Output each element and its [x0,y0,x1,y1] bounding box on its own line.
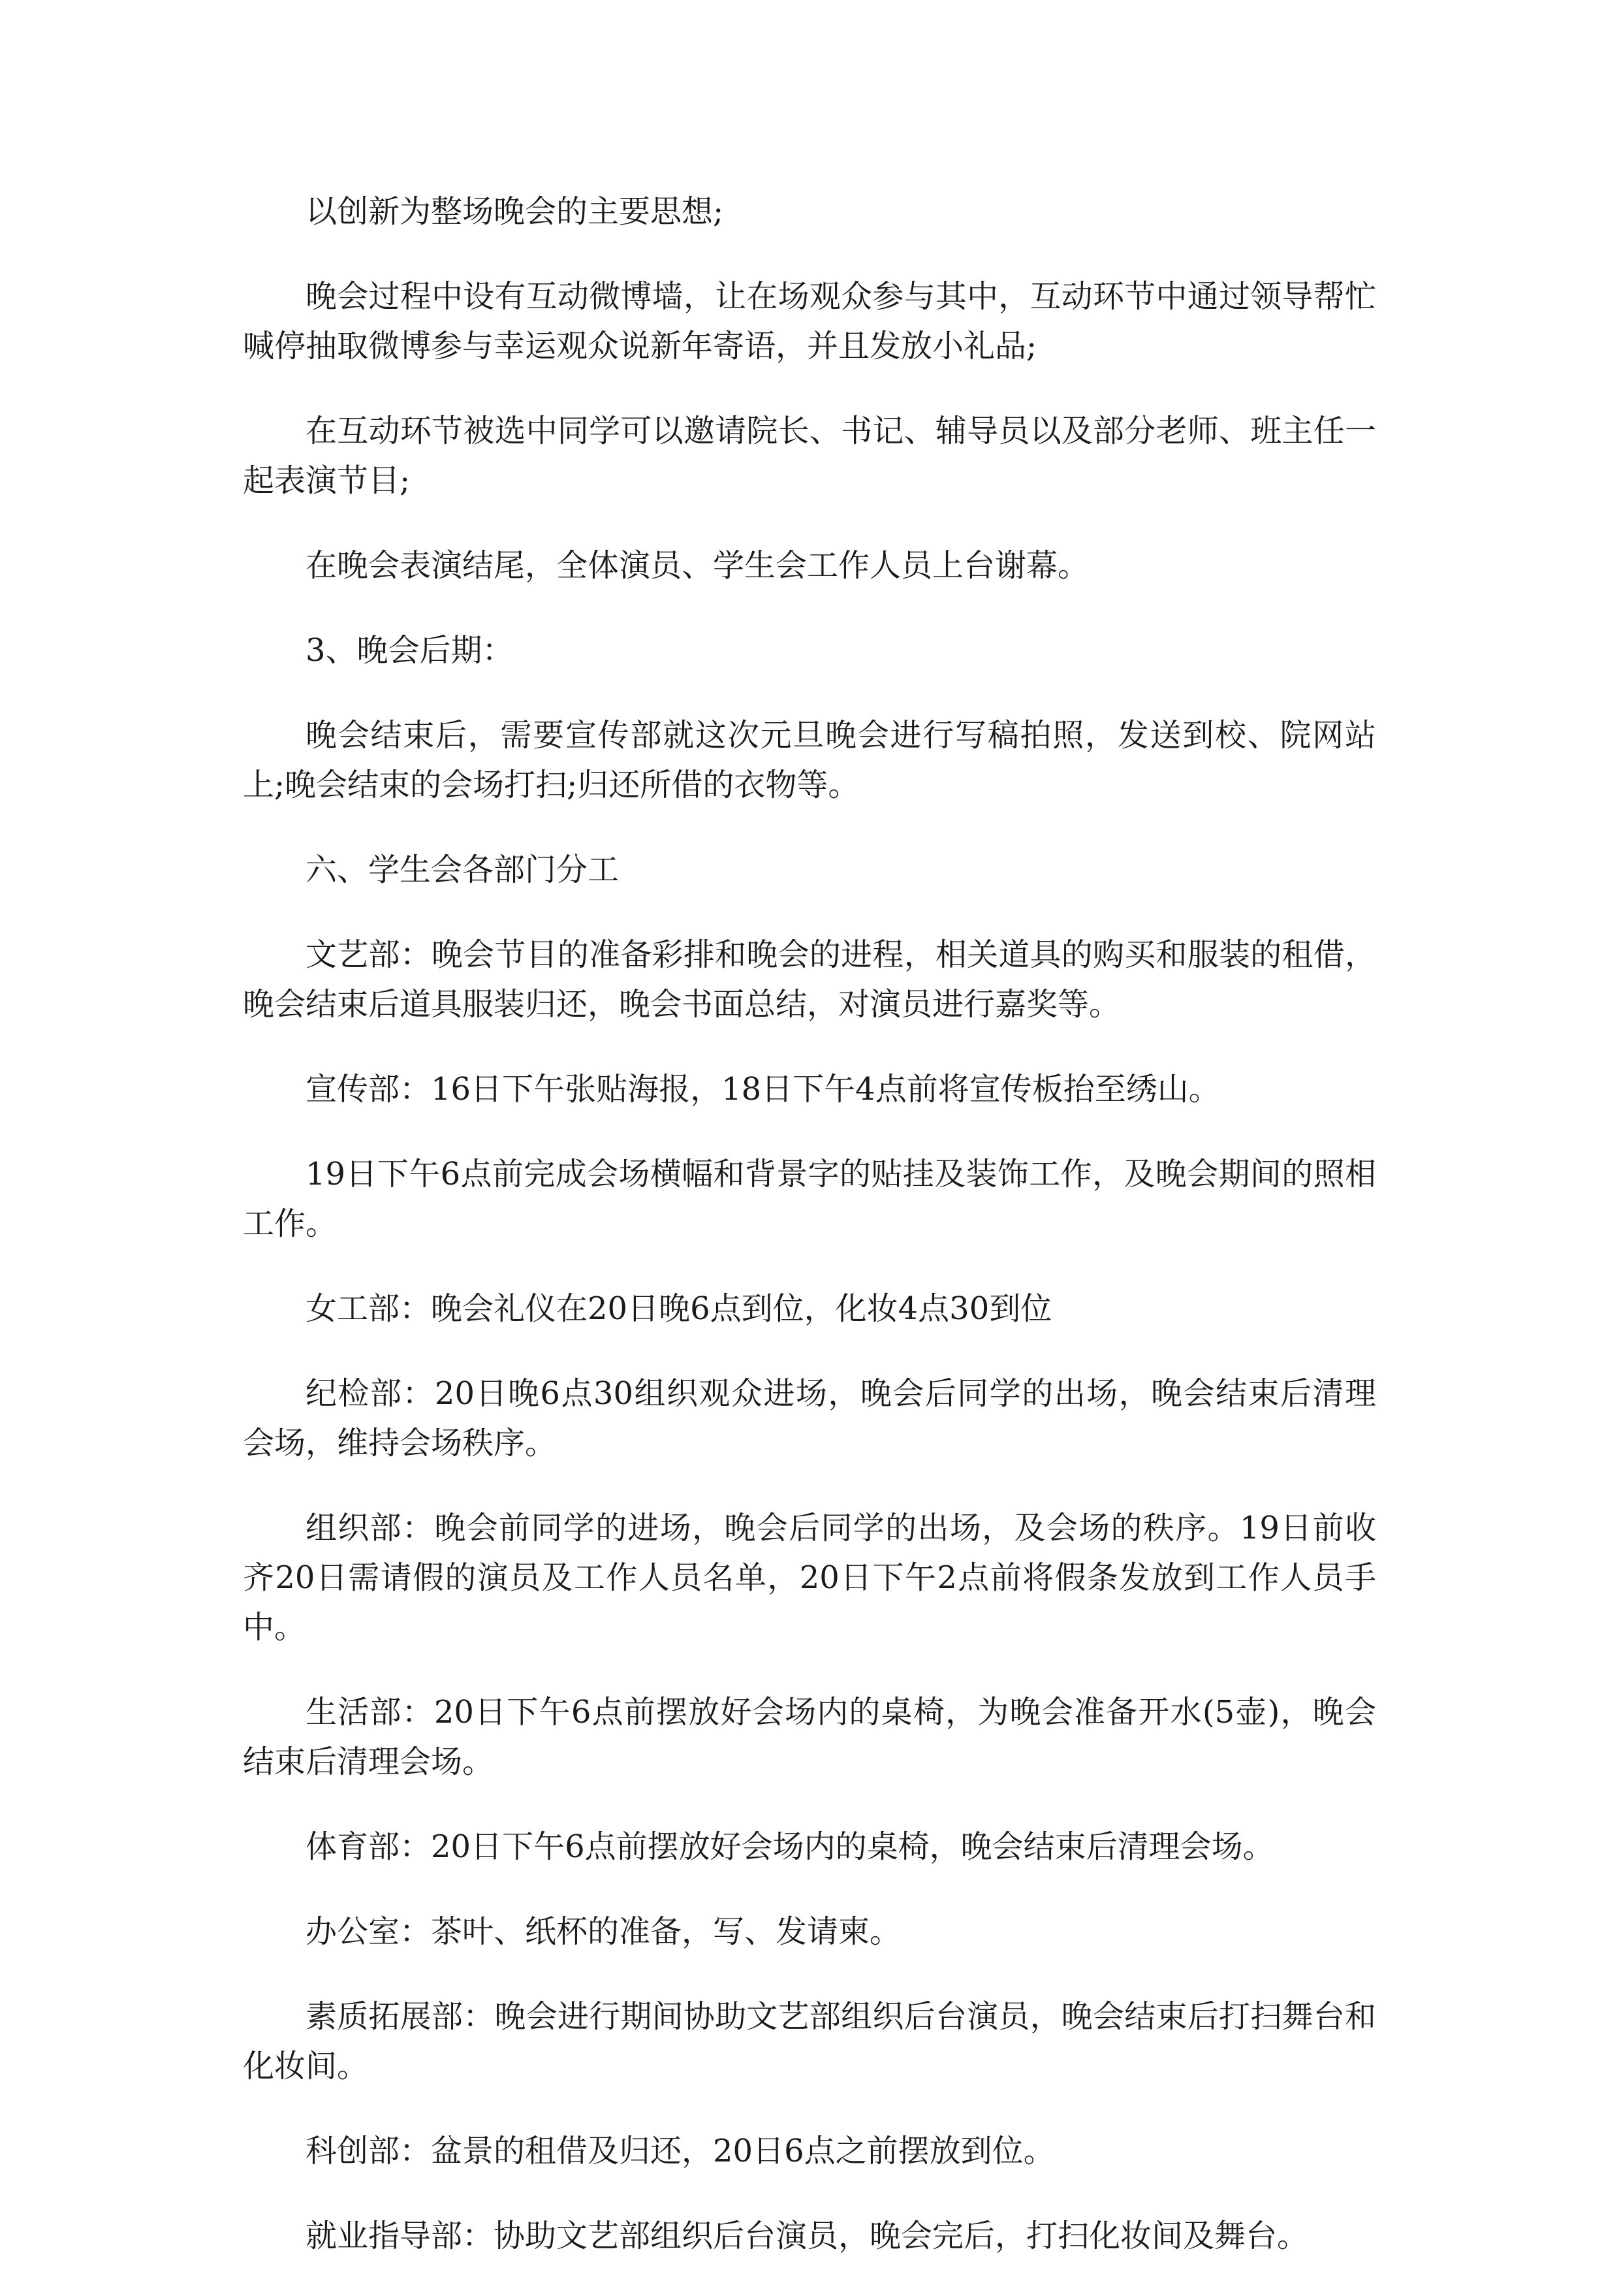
paragraph: 在互动环节被选中同学可以邀请院长、书记、辅导员以及部分老师、班主任一起表演节目; [243,413,1376,499]
paragraph: 体育部：20日下午6点前摆放好会场内的桌椅，晚会结束后清理会场。 [306,1828,1274,1865]
paragraph: 晚会过程中设有互动微博墙，让在场观众参与其中，互动环节中通过领导帮忙喊停抽取微博参与幸运观众说新年寄语，并且发放小礼品; [243,278,1376,364]
paragraph: 女工部：晚会礼仪在20日晚6点到位，化妆4点30到位 [306,1290,1052,1327]
paragraph: 就业指导部：协助文艺部组织后台演员，晚会完后，打扫化妆间及舞台。 [306,2218,1309,2254]
paragraph: 19日下午6点前完成会场横幅和背景字的贴挂及装饰工作，及晚会期间的照相工作。 [243,1156,1376,1242]
paragraph: 办公室：茶叶、纸杯的准备，写、发请柬。 [306,1913,902,1950]
paragraph: 科创部：盆景的租借及归还，20日6点之前摆放到位。 [306,2133,1055,2169]
document-body [243,187,1376,2296]
paragraph: 晚会结束后，需要宣传部就这次元旦晚会进行写稿拍照，发送到校、院网站上;晚会结束的会场打扫;归还所借的衣物等。 [243,717,1376,803]
paragraph: 在晚会表演结尾，全体演员、学生会工作人员上台谢幕。 [306,547,1090,584]
paragraph: 生活部：20日下午6点前摆放好会场内的桌椅，为晚会准备开水(5壶)，晚会结束后清理会场。 [243,1694,1376,1780]
section-heading: 六、学生会各部门分工 [306,852,620,888]
paragraph: 宣传部：16日下午张贴海报，18日下午4点前将宣传板抬至绣山。 [306,1071,1220,1108]
paragraph: 组织部：晚会前同学的进场，晚会后同学的出场，及会场的秩序。19日前收齐20日需请假的演员及工作人员名单，20日下午2点前将假条发放到工作人员手中。 [243,1510,1376,1646]
section-heading: 3、晚会后期： [306,632,514,669]
paragraph: 素质拓展部：晚会进行期间协助文艺部组织后台演员，晚会结束后打扫舞台和化妆间。 [243,1998,1376,2084]
paragraph: 文艺部：晚会节目的准备彩排和晚会的进程，相关道具的购买和服装的租借，晚会结束后道具服装归还，晚会书面总结，对演员进行嘉奖等。 [243,936,1376,1023]
paragraph: 纪检部：20日晚6点30组织观众进场，晚会后同学的出场，晚会结束后清理会场，维持会场秩序。 [243,1375,1376,1461]
paragraph: 以创新为整场晚会的主要思想; [306,193,724,230]
